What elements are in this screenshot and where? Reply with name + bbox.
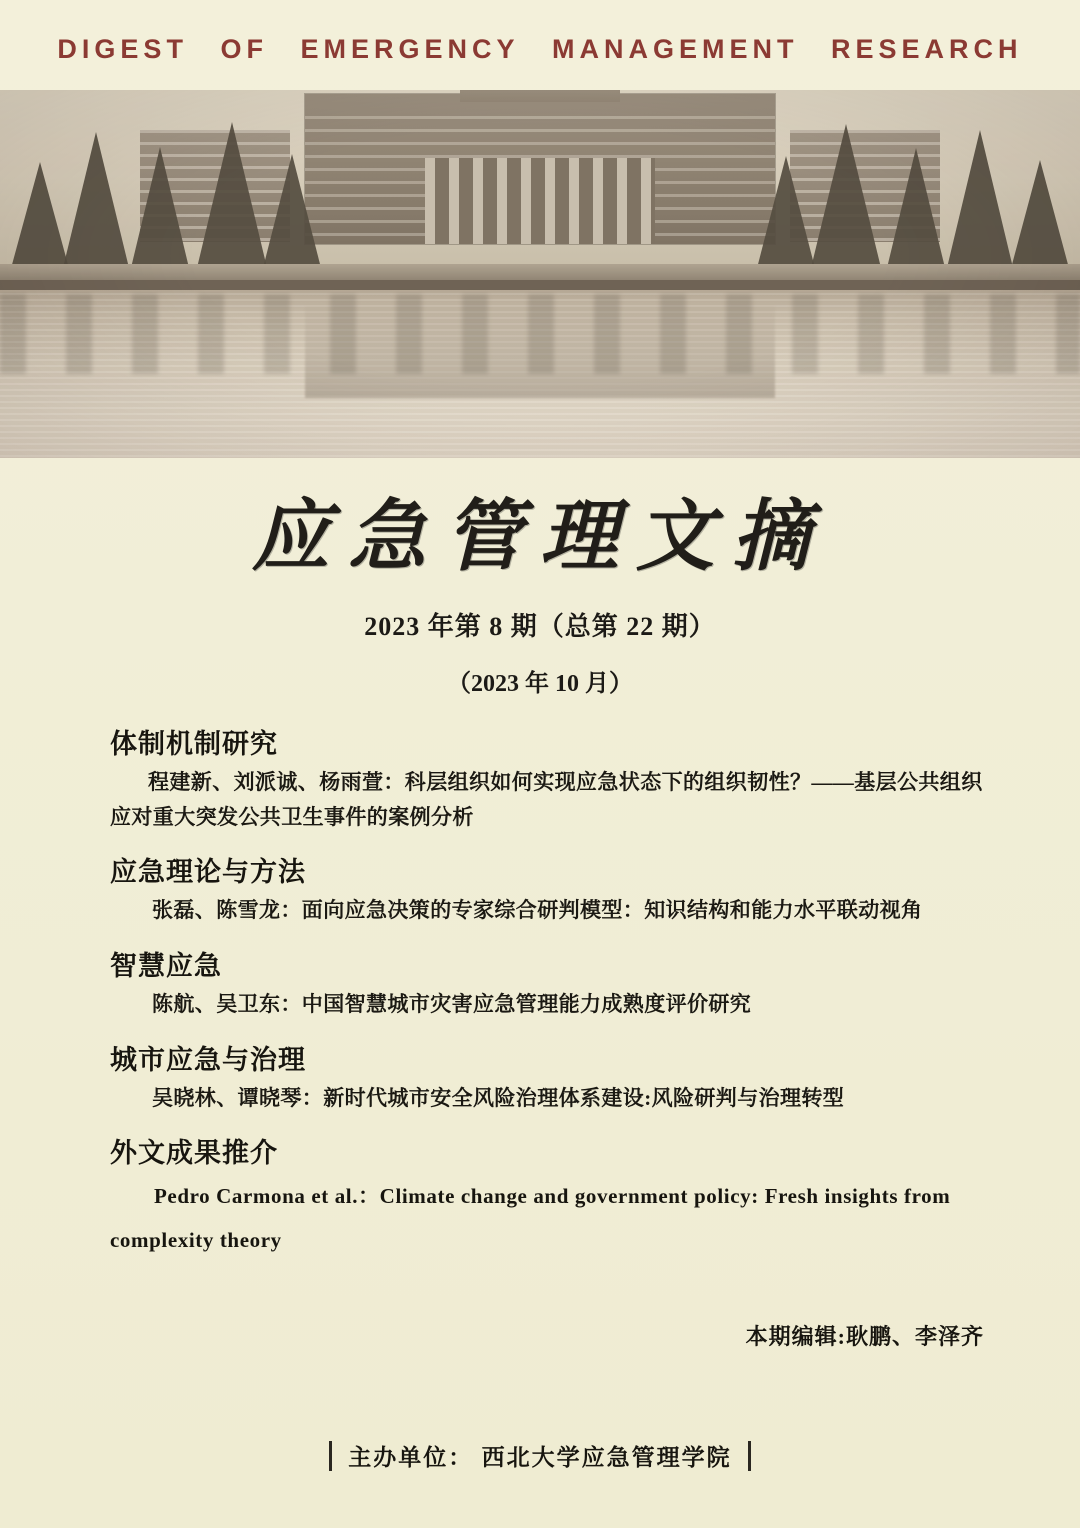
english-journal-title (0, 0, 1080, 65)
organizer-label: 主办单位： 西北大学应急管理学院 (348, 1444, 732, 1470)
toc-entry[interactable]: 陈航、吴卫东：中国智慧城市灾害应急管理能力成熟度评价研究 (152, 991, 752, 1016)
issue-editor: 本期编辑:耿鹏、李泽齐 (745, 1324, 984, 1350)
footer (0, 1439, 1080, 1472)
toc-entry-english[interactable]: Pedro Carmona et al.：Climate change and government policy: Fresh insights from complexity theory (110, 1184, 951, 1253)
issue-date: （2023 年 10 月） (447, 671, 633, 697)
table-of-contents (110, 722, 984, 1262)
photo-vignette (0, 90, 1080, 458)
page-title: 应急管理文摘 (251, 493, 828, 580)
header-word-3: EMERGENCY (300, 34, 520, 64)
header-word-2: OF (220, 34, 268, 64)
toc-section-heading-5: 外文成果推介 (110, 1138, 278, 1169)
rule-left-icon (329, 1441, 332, 1471)
toc-section-heading-1: 体制机制研究 (110, 729, 278, 759)
toc-entry[interactable]: 程建新、刘派诚、杨雨萱：科层组织如何实现应急状态下的组织韧性？——基层公共组织应对重大突发公共卫生事件的案例分析 (110, 770, 983, 829)
header-word-4: MANAGEMENT (552, 34, 799, 64)
rule-right-icon (748, 1441, 751, 1471)
toc-section-heading-4: 城市应急与治理 (110, 1044, 306, 1075)
toc-section-heading-3: 智慧应急 (110, 950, 222, 981)
toc-section-heading-2: 应急理论与方法 (110, 857, 306, 888)
header-word-5: RESEARCH (831, 34, 1023, 64)
toc-entry[interactable]: 张磊、陈雪龙：面向应急决策的专家综合研判模型：知识结构和能力水平联动视角 (152, 898, 923, 923)
toc-entry[interactable]: 吴晓林、谭晓琴：新时代城市安全风险治理体系建设:风险研判与治理转型 (152, 1085, 845, 1110)
campus-library-reflection-photo (0, 90, 1080, 458)
issue-number: 2023 年第 8 期（总第 22 期） (364, 612, 716, 641)
header-word-1: DIGEST (57, 34, 188, 64)
